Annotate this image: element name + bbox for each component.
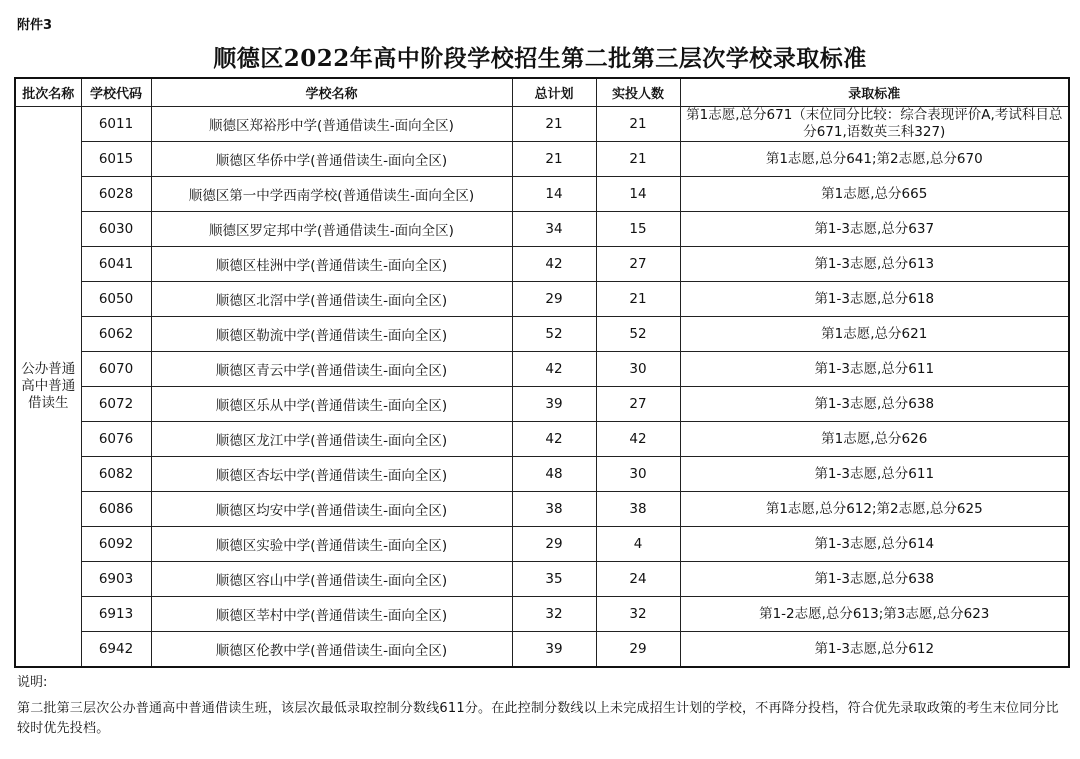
table-row xyxy=(15,247,1069,282)
actual-count-cell: 15 xyxy=(596,212,680,247)
header-batch: 批次名称 xyxy=(15,78,81,107)
table-row xyxy=(15,527,1069,562)
school-name-cell: 顺德区第一中学西南学校(普通借读生-面向全区) xyxy=(151,177,512,212)
actual-count-cell: 21 xyxy=(596,107,680,142)
school-code-cell: 6903 xyxy=(81,562,151,597)
school-code-cell: 6913 xyxy=(81,597,151,632)
school-name-cell: 顺德区均安中学(普通借读生-面向全区) xyxy=(151,492,512,527)
admission-standard-cell: 第1-3志愿,总分611 xyxy=(680,352,1069,387)
total-plan-cell: 35 xyxy=(512,562,596,597)
table-row xyxy=(15,212,1069,247)
school-code-cell: 6050 xyxy=(81,282,151,317)
total-plan-cell: 52 xyxy=(512,317,596,352)
total-plan-cell: 21 xyxy=(512,142,596,177)
header-plan: 总计划 xyxy=(512,78,596,107)
school-name-cell: 顺德区勒流中学(普通借读生-面向全区) xyxy=(151,317,512,352)
header-name: 学校名称 xyxy=(151,78,512,107)
school-code-cell: 6041 xyxy=(81,247,151,282)
school-name-cell: 顺德区青云中学(普通借读生-面向全区) xyxy=(151,352,512,387)
table-row xyxy=(15,317,1069,352)
total-plan-cell: 42 xyxy=(512,352,596,387)
total-plan-cell: 39 xyxy=(512,632,596,668)
table-row xyxy=(15,352,1069,387)
admission-standard-cell: 第1-2志愿,总分613;第3志愿,总分623 xyxy=(680,597,1069,632)
admission-standard-cell: 第1志愿,总分641;第2志愿,总分670 xyxy=(680,142,1069,177)
school-code-cell: 6082 xyxy=(81,457,151,492)
school-name-cell: 顺德区罗定邦中学(普通借读生-面向全区) xyxy=(151,212,512,247)
total-plan-cell: 38 xyxy=(512,492,596,527)
total-plan-cell: 32 xyxy=(512,597,596,632)
total-plan-cell: 21 xyxy=(512,107,596,142)
admission-standard-cell: 第1-3志愿,总分611 xyxy=(680,457,1069,492)
school-code-cell: 6942 xyxy=(81,632,151,668)
total-plan-cell: 29 xyxy=(512,282,596,317)
actual-count-cell: 21 xyxy=(596,282,680,317)
school-name-cell: 顺德区乐从中学(普通借读生-面向全区) xyxy=(151,387,512,422)
table-row xyxy=(15,562,1069,597)
total-plan-cell: 39 xyxy=(512,387,596,422)
table-row xyxy=(15,282,1069,317)
school-code-cell: 6076 xyxy=(81,422,151,457)
total-plan-cell: 34 xyxy=(512,212,596,247)
header-code: 学校代码 xyxy=(81,78,151,107)
actual-count-cell: 52 xyxy=(596,317,680,352)
table-row xyxy=(15,492,1069,527)
actual-count-cell: 42 xyxy=(596,422,680,457)
admission-standard-cell: 第1-3志愿,总分638 xyxy=(680,387,1069,422)
school-code-cell: 6086 xyxy=(81,492,151,527)
table-header-row xyxy=(15,78,1069,107)
school-code-cell: 6062 xyxy=(81,317,151,352)
actual-count-cell: 29 xyxy=(596,632,680,668)
school-name-cell: 顺德区桂洲中学(普通借读生-面向全区) xyxy=(151,247,512,282)
total-plan-cell: 29 xyxy=(512,527,596,562)
actual-count-cell: 30 xyxy=(596,457,680,492)
admission-standard-cell: 第1志愿,总分671（末位同分比较：综合表现评价A,考试科目总分671,语数英三科327) xyxy=(680,107,1069,142)
table-row xyxy=(15,597,1069,632)
admission-standard-cell: 第1-3志愿,总分618 xyxy=(680,282,1069,317)
admission-table xyxy=(14,77,1070,668)
actual-count-cell: 24 xyxy=(596,562,680,597)
total-plan-cell: 42 xyxy=(512,422,596,457)
school-code-cell: 6015 xyxy=(81,142,151,177)
table-body xyxy=(15,107,1069,668)
admission-standard-cell: 第1志愿,总分626 xyxy=(680,422,1069,457)
table-row xyxy=(15,142,1069,177)
school-name-cell: 顺德区北滘中学(普通借读生-面向全区) xyxy=(151,282,512,317)
total-plan-cell: 14 xyxy=(512,177,596,212)
note-text: 第二批第三层次公办普通高中普通借读生班，该层次最低录取控制分数线611分。在此控制分数线以上未完成招生计划的学校，不再降分投档，符合优先录取政策的考生末位同分比较时优先投档。 xyxy=(17,701,1059,736)
actual-count-cell: 27 xyxy=(596,247,680,282)
school-name-cell: 顺德区实验中学(普通借读生-面向全区) xyxy=(151,527,512,562)
batch-name-cell: 公办普通高中普通借读生 xyxy=(15,107,81,668)
header-standard: 录取标准 xyxy=(680,78,1069,107)
actual-count-cell: 38 xyxy=(596,492,680,527)
school-code-cell: 6011 xyxy=(81,107,151,142)
actual-count-cell: 21 xyxy=(596,142,680,177)
school-name-cell: 顺德区龙江中学(普通借读生-面向全区) xyxy=(151,422,512,457)
admission-standard-cell: 第1志愿,总分621 xyxy=(680,317,1069,352)
school-name-cell: 顺德区伦教中学(普通借读生-面向全区) xyxy=(151,632,512,668)
school-name-cell: 顺德区容山中学(普通借读生-面向全区) xyxy=(151,562,512,597)
admission-standard-cell: 第1-3志愿,总分614 xyxy=(680,527,1069,562)
page-title: 顺德区2022年高中阶段学校招生第二批第三层次学校录取标准 xyxy=(213,45,867,72)
school-name-cell: 顺德区郑裕彤中学(普通借读生-面向全区) xyxy=(151,107,512,142)
header-actual: 实投人数 xyxy=(596,78,680,107)
total-plan-cell: 48 xyxy=(512,457,596,492)
actual-count-cell: 27 xyxy=(596,387,680,422)
admission-standard-cell: 第1-3志愿,总分638 xyxy=(680,562,1069,597)
admission-standard-cell: 第1志愿,总分665 xyxy=(680,177,1069,212)
actual-count-cell: 30 xyxy=(596,352,680,387)
table-row xyxy=(15,422,1069,457)
school-name-cell: 顺德区莘村中学(普通借读生-面向全区) xyxy=(151,597,512,632)
actual-count-cell: 32 xyxy=(596,597,680,632)
admission-standard-cell: 第1-3志愿,总分613 xyxy=(680,247,1069,282)
actual-count-cell: 4 xyxy=(596,527,680,562)
school-name-cell: 顺德区华侨中学(普通借读生-面向全区) xyxy=(151,142,512,177)
total-plan-cell: 42 xyxy=(512,247,596,282)
attachment-label: 附件3 xyxy=(17,18,53,33)
table-row xyxy=(15,107,1069,142)
table-row xyxy=(15,457,1069,492)
table-row xyxy=(15,387,1069,422)
admission-standard-cell: 第1-3志愿,总分637 xyxy=(680,212,1069,247)
school-name-cell: 顺德区杏坛中学(普通借读生-面向全区) xyxy=(151,457,512,492)
admission-standard-cell: 第1志愿,总分612;第2志愿,总分625 xyxy=(680,492,1069,527)
school-code-cell: 6070 xyxy=(81,352,151,387)
school-code-cell: 6092 xyxy=(81,527,151,562)
school-code-cell: 6028 xyxy=(81,177,151,212)
admission-standard-cell: 第1-3志愿,总分612 xyxy=(680,632,1069,668)
table-row xyxy=(15,177,1069,212)
school-code-cell: 6072 xyxy=(81,387,151,422)
actual-count-cell: 14 xyxy=(596,177,680,212)
school-code-cell: 6030 xyxy=(81,212,151,247)
table-row xyxy=(15,632,1069,668)
note-label: 说明: xyxy=(17,675,48,690)
